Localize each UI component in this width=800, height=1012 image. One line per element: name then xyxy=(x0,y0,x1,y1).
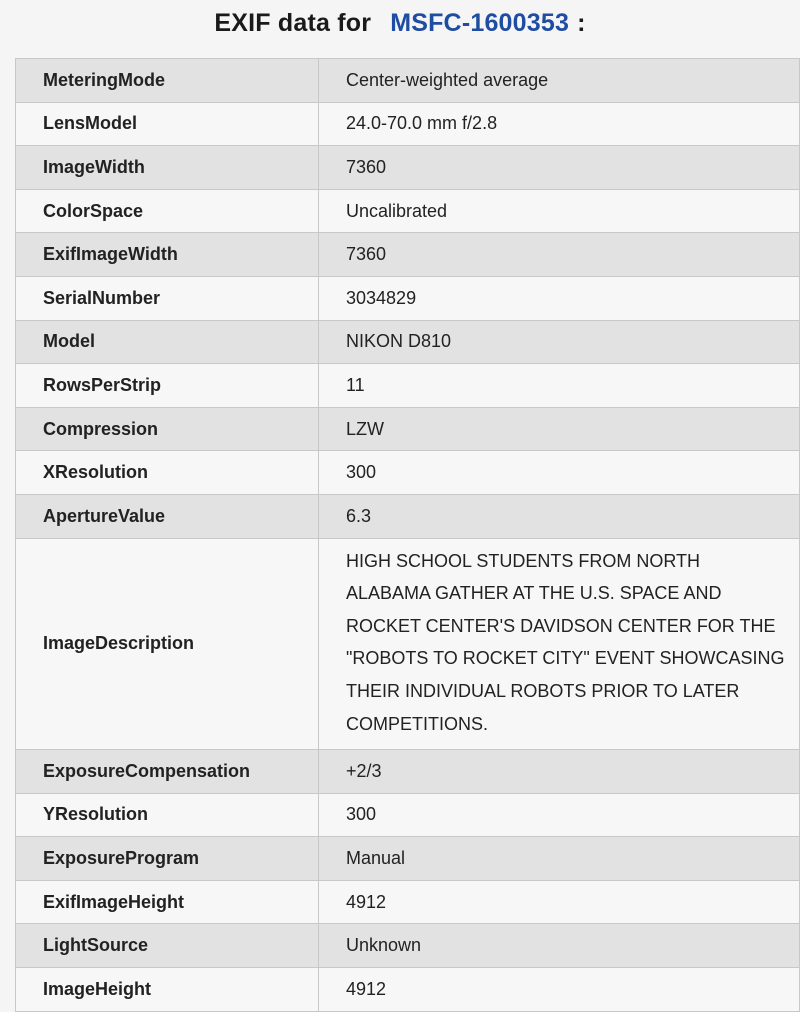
table-row xyxy=(16,233,800,277)
table-row xyxy=(16,189,800,233)
exif-key: YResolution xyxy=(16,793,319,837)
exif-value: 300 xyxy=(319,451,800,495)
exif-key: ColorSpace xyxy=(16,189,319,233)
exif-key: LightSource xyxy=(16,924,319,968)
exif-key: MeteringMode xyxy=(16,59,319,103)
exif-value: 7360 xyxy=(319,233,800,277)
exif-key: SerialNumber xyxy=(16,276,319,320)
exif-key: ApertureValue xyxy=(16,494,319,538)
exif-key: LensModel xyxy=(16,102,319,146)
table-row xyxy=(16,837,800,881)
exif-value: 3034829 xyxy=(319,276,800,320)
exif-key: ImageHeight xyxy=(16,968,319,1012)
exif-value: +2/3 xyxy=(319,750,800,794)
exif-table-container xyxy=(15,58,800,1012)
exif-key: RowsPerStrip xyxy=(16,364,319,408)
exif-key: ExifImageHeight xyxy=(16,880,319,924)
exif-key: Compression xyxy=(16,407,319,451)
table-row xyxy=(16,276,800,320)
exif-value: 4912 xyxy=(319,968,800,1012)
table-row xyxy=(16,59,800,103)
table-row xyxy=(16,407,800,451)
exif-value: NIKON D810 xyxy=(319,320,800,364)
exif-key: XResolution xyxy=(16,451,319,495)
exif-value: 7360 xyxy=(319,146,800,190)
exif-key: ExifImageWidth xyxy=(16,233,319,277)
title-suffix: : xyxy=(577,9,586,37)
table-row xyxy=(16,880,800,924)
exif-value: Center-weighted average xyxy=(319,59,800,103)
title-prefix: EXIF data for xyxy=(214,9,372,37)
table-row xyxy=(16,364,800,408)
exif-table xyxy=(15,58,800,1012)
table-row xyxy=(16,494,800,538)
table-row xyxy=(16,968,800,1012)
table-row xyxy=(16,146,800,190)
exif-key: ExposureCompensation xyxy=(16,750,319,794)
exif-value: 4912 xyxy=(319,880,800,924)
table-row xyxy=(16,750,800,794)
table-row xyxy=(16,538,800,750)
exif-value: LZW xyxy=(319,407,800,451)
exif-value: Uncalibrated xyxy=(319,189,800,233)
exif-value: 300 xyxy=(319,793,800,837)
table-row xyxy=(16,793,800,837)
page-title xyxy=(0,0,800,47)
exif-key: ExposureProgram xyxy=(16,837,319,881)
exif-value: HIGH SCHOOL STUDENTS FROM NORTH ALABAMA GATHER AT THE U.S. SPACE AND ROCKET CENTER'S DAVIDSON CENTER FOR THE "ROBOTS TO ROCKET CITY" EVENT SHOWCASING THEIR INDIVIDUAL ROBOTS PRIOR TO LATER COMPETITIONS. xyxy=(319,538,800,750)
exif-key: ImageWidth xyxy=(16,146,319,190)
table-row xyxy=(16,320,800,364)
table-row xyxy=(16,451,800,495)
exif-value: Unknown xyxy=(319,924,800,968)
image-id-link[interactable]: MSFC-1600353 xyxy=(390,9,570,37)
table-row xyxy=(16,924,800,968)
exif-key: Model xyxy=(16,320,319,364)
exif-value: 24.0-70.0 mm f/2.8 xyxy=(319,102,800,146)
table-row xyxy=(16,102,800,146)
exif-value: 6.3 xyxy=(319,494,800,538)
exif-value: 11 xyxy=(319,364,800,408)
exif-key: ImageDescription xyxy=(16,538,319,750)
exif-value: Manual xyxy=(319,837,800,881)
